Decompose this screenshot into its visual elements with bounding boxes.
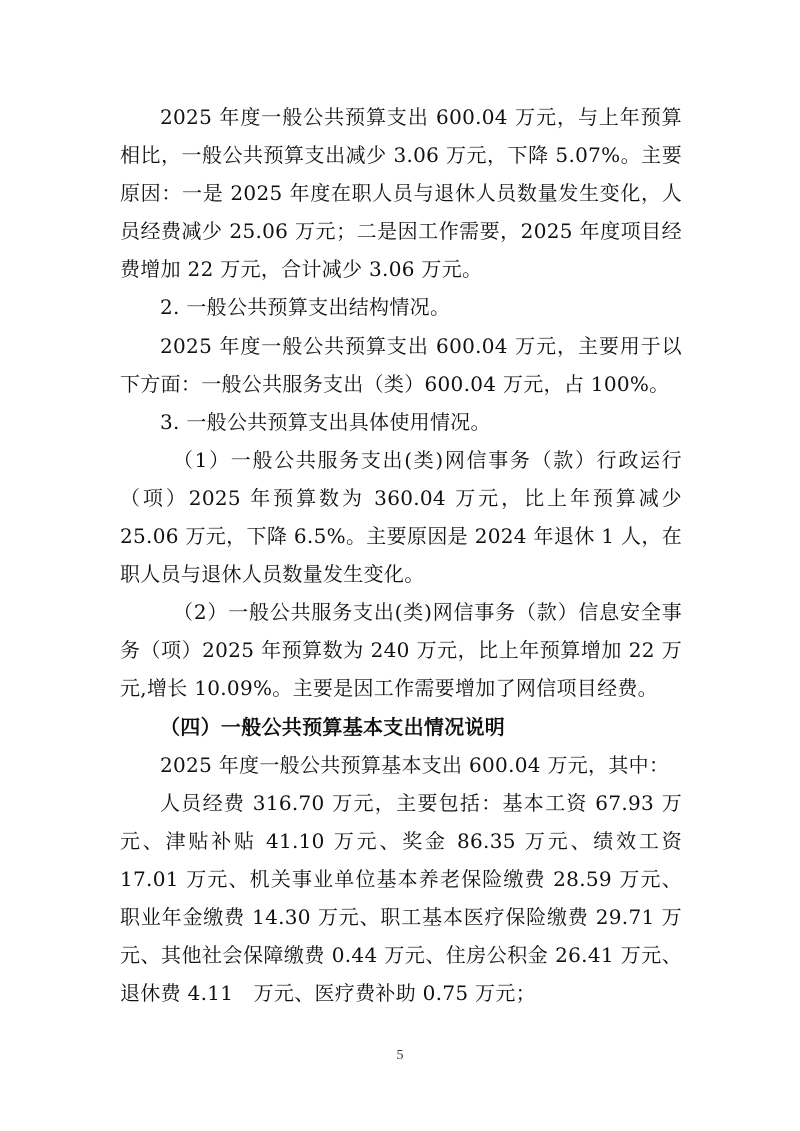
section-heading-basic-expenditure: （四）一般公共预算基本支出情况说明 — [160, 714, 506, 739]
paragraph-structure: 2025 年度一般公共预算支出 600.04 万元，主要用于以下方面：一般公共服务支出（类）600.04 万元，占 100%。 — [120, 333, 682, 396]
paragraph-personnel-costs: 人员经费 316.70 万元，主要包括：基本工资 67.93 万元、津贴补贴 41.10 万元、奖金 86.35 万元、绩效工资 17.01 万元、机关事业单位基本养老保险缴费 28.59 万元、职业年金缴费 14.30 万元、职工基本医疗保险缴费 29.71 万元、其他社会保障缴费 0.44 万元、住房公积金 26.41 万元、退休费 4.11 万元、医疗费补助 0.75 万元； — [120, 790, 682, 1006]
paragraph-basic-expenditure: 2025 年度一般公共预算基本支出 600.04 万元，其中： — [160, 752, 670, 777]
paragraph-heading-structure: 2. 一般公共预算支出结构情况。 — [160, 295, 451, 320]
paragraph-admin-operation: （1）一般公共服务支出(类)网信事务（款）行政运行（项）2025 年预算数为 360.04 万元，比上年预算减少 25.06 万元，下降 6.5%。主要原因是 2024 年退休 1 人，在职人员与退休人员数量发生变化。 — [120, 447, 682, 587]
paragraph-info-security: （2）一般公共服务支出(类)网信事务（款）信息安全事务（项）2025 年预算数为 240 万元，比上年预算增加 22 万元,增长 10.09%。主要是因工作需要增加了网信项目经费。 — [120, 600, 682, 701]
paragraph-heading-usage: 3. 一般公共预算支出具体使用情况。 — [160, 409, 491, 434]
paragraph-budget-change: 2025 年度一般公共预算支出 600.04 万元，与上年预算相比，一般公共预算支出减少 3.06 万元，下降 5.07%。主要原因：一是 2025 年度在职人员与退休人员数量发生变化，人员经费减少 25.06 万元；二是因工作需要，2025 年度项目经费增加 22 万元，合计减少 3.06 万元。 — [120, 105, 682, 282]
document-body — [120, 98, 682, 1012]
page-number: 5 — [396, 1048, 404, 1063]
